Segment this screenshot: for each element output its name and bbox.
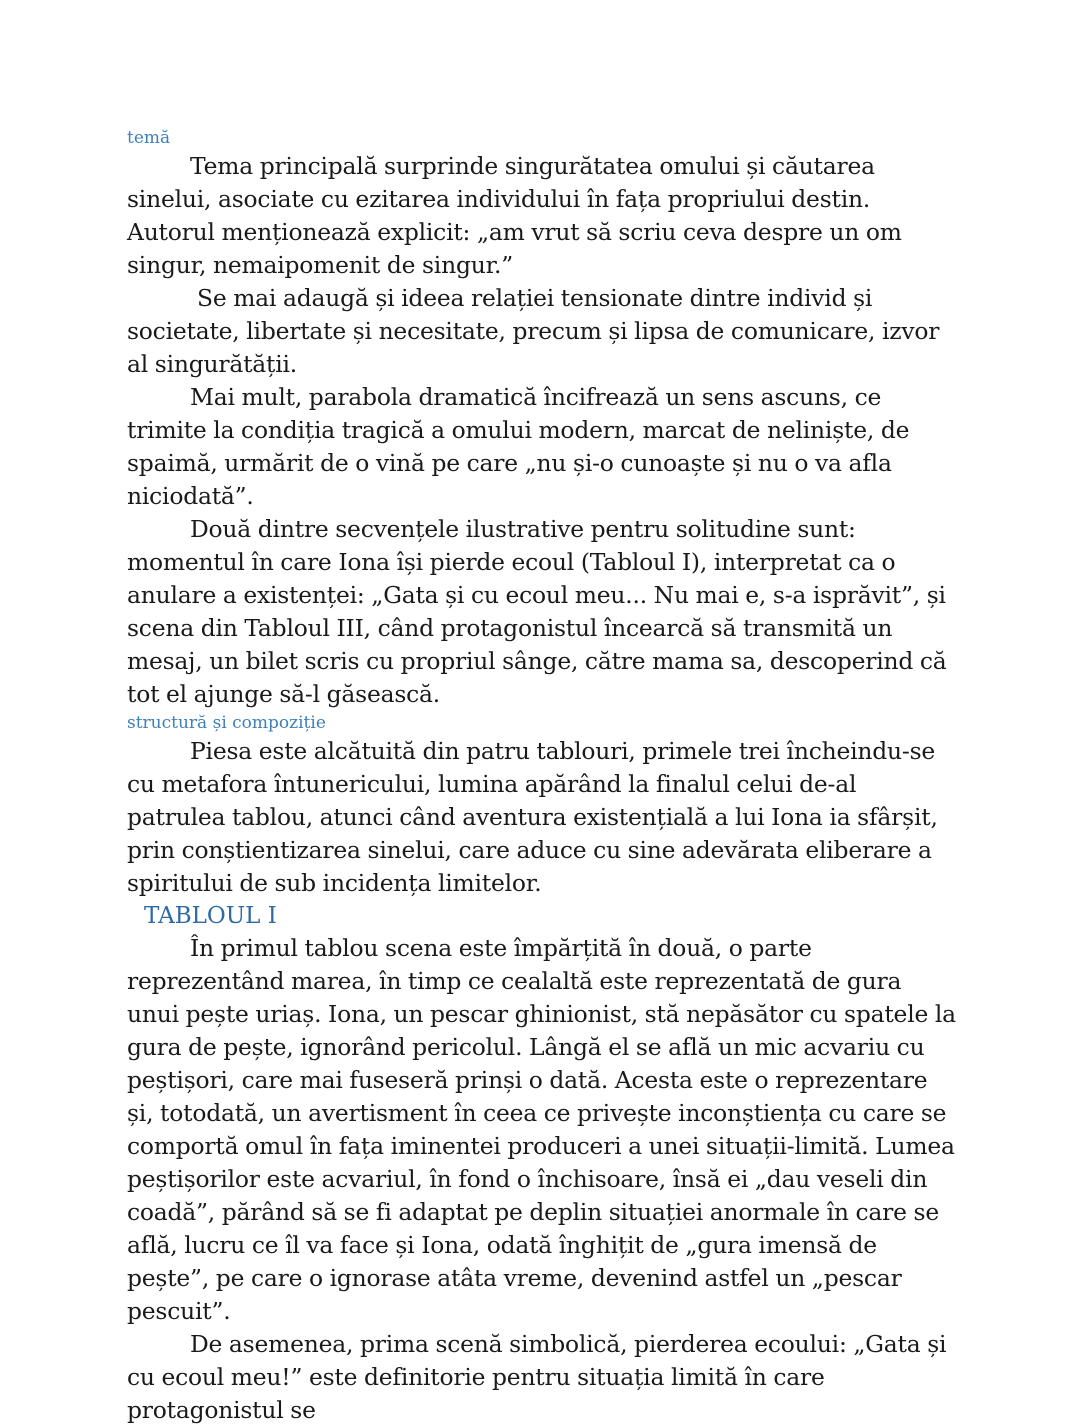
section-heading: TABLOUL I — [144, 903, 277, 929]
document-page — [127, 122, 957, 1427]
paragraph: Două dintre secvențele ilustrative pentru solitudine sunt: momentul în care Iona își pierde ecoul (Tabloul I), interpretat ca o anulare a existenței: „Gata și cu ecoul meu... Nu mai e, s-a isprăvit”, și scena din Tabloul III, când protagonistul încearcă să transmită un mesaj, un bilet scris cu propriul sânge, către mama sa, descoperind că tot el ajunge să-l găsească. — [127, 515, 947, 708]
margin-tag-tema: temă — [127, 128, 171, 148]
paragraph: Se mai adaugă și ideea relației tensionate dintre individ și societate, libertate și necesitate, precum și lipsa de comunicare, izvor al singurătății. — [127, 284, 940, 378]
paragraph: În primul tablou scena este împărțită în două, o parte reprezentând marea, în timp ce cealaltă este reprezentată de gura unui pește uriaș. Iona, un pescar ghinionist, stă nepăsător cu spatele la gura de pește, ignorând pericolul. Lângă el se află un mic acvariu cu peștișori, care mai fuseseră prinși o dată. Acesta este o reprezentare și, totodată, un avertisment în ceea ce privește inconștiența cu care se comportă omul în fața iminentei produceri a unei situații-limită. Lumea peștișorilor este acvariul, în fond o închisoare, însă ei „dau veseli din coadă”, părând să se fi adaptat pe deplin situației anormale în care se află, lucru ce îl va face și Iona, odată înghițit de „gura imensă de pește”, pe care o ignorase atâta vreme, devenind astfel un „pescar pescuit”. — [127, 934, 956, 1325]
paragraph: Tema principală surprinde singurătatea omului și căutarea sinelui, asociate cu ezitarea individului în fața propriului destin. Autorul menționează explicit: „am vrut să scriu ceva despre un om singur, nemaipomenit de singur.” — [127, 152, 902, 279]
paragraph: Mai mult, parabola dramatică încifrează un sens ascuns, ce trimite la condiția tragică a omului modern, marcat de neliniște, de spaimă, urmărit de o vină pe care „nu și-o cunoaște și nu o va afla niciodată”. — [127, 383, 910, 510]
margin-tag-structura: structură și compoziție — [127, 713, 326, 733]
paragraph: De asemenea, prima scenă simbolică, pierderea ecoului: „Gata și cu ecoul meu!” este definitorie pentru situația limită în care protagonistul se — [127, 1330, 947, 1424]
paragraph: Piesa este alcătuită din patru tablouri, primele trei încheindu-se cu metafora întunericului, lumina apărând la finalul celui de-al patrulea tablou, atunci când aventura existențială a lui Iona ia sfârșit, prin conștientizarea sinelui, care aduce cu sine adevărata eliberare a spiritului de sub incidența limitelor. — [127, 737, 938, 897]
